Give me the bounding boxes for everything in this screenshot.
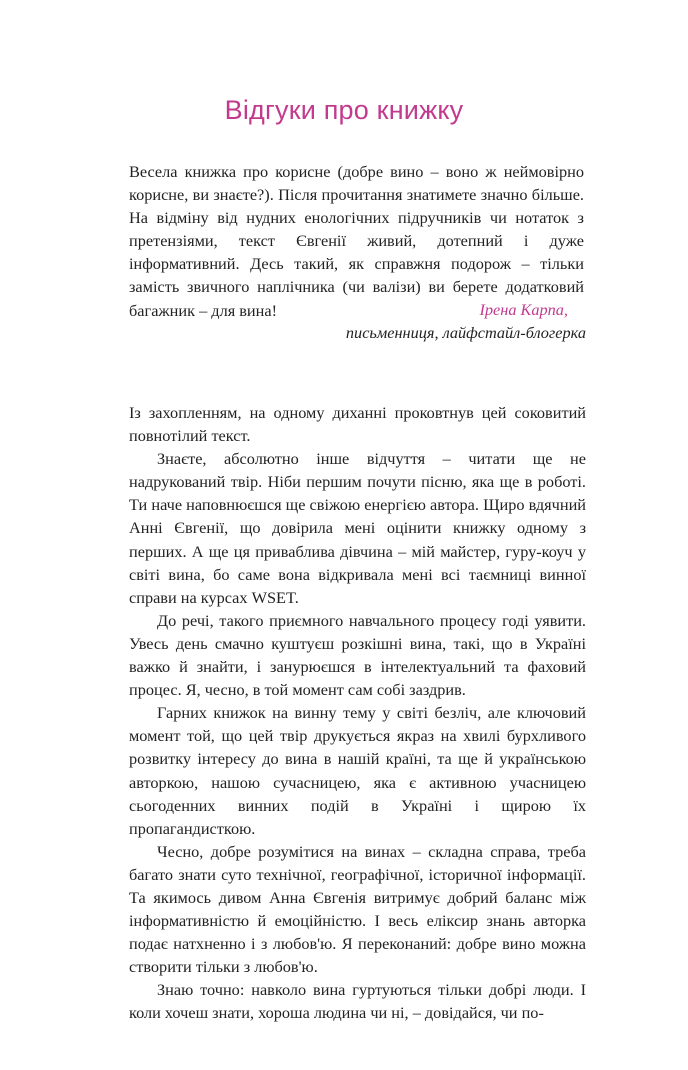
paragraph: Із захопленням, на одному диханні проковтнув цей соковитий повнотілий текст.: [129, 403, 586, 446]
paragraph: Гарних книжок на винну тему у світі безліч, але ключовий момент той, що цей твір друкується якраз на хвилі бурхливого розвитку інтересу до вина в нашій країні, та ще й українською авторкою, нашою сучасницею, яка є активною учасницею сьогоденних винних подій в Україні і щирою їх пропагандисткою.: [129, 703, 586, 838]
paragraph: Знаєте, абсолютно інше відчуття – читати ще не надрукований твір. Ніби першим почути пісню, яка ще в роботі. Ти наче наповнюєшся ще свіжою енергією автора. Щиро вдячний Анні Євгенії, що довірила мені оцінити книжку одному з перших. А ще ця приваблива дівчина – мій майстер, гуру-коуч у світі вина, бо саме вона відкривала мені всі таємниці винної справи на курсах WSET.: [129, 449, 586, 607]
paragraph: Чесно, добре розумітися на винах – складна справа, треба багато знати суто технічної, географічної, історичної інформації. Та якимось дивом Анна Євгенія витримує добрий баланс між інформативністю й емоційністю. І весь еліксир знань авторка подає натхненно і з любов'ю. Я переконаний: добре вино можна створити тільки з любов'ю.: [129, 841, 586, 977]
review-author: Ірена Карпа,: [479, 300, 568, 319]
review-author-role: письменниця, лайфстайл-блогерка: [345, 323, 586, 343]
page-title: Відгуки про книжку: [224, 95, 464, 125]
paragraph: До речі, такого приємного навчального процесу годі уявити. Увесь день смачно куштуєш розкішні вина, такі, що в Україні важко й знайти, і занурюєшся в інтелектуальний та фаховий процес. Я, чесно, в той момент сам собі заздрив.: [129, 610, 586, 700]
review-attribution: [129, 298, 586, 344]
review-text: Весела книжка про корисне (добре вино – воно ж неймовірно корисне, ви знаєте?). Після прочитання знатимете значно більше. На відміну від нудних енологічних підручників чи нотаток з претензіями, текст Євгенії живий, дотепний і дуже інформативний. Десь такий, як справжня подорож – тільки замість звичного наплічника (чи валізи) ви берете додатковий багажник – для вина!: [129, 162, 584, 320]
paragraph: Знаю точно: навколо вина гуртуються тільки добрі люди. І коли хочеш знати, хороша людина чи ні, – довідайся, чи по-: [129, 980, 586, 1023]
review-body: [129, 401, 586, 1025]
